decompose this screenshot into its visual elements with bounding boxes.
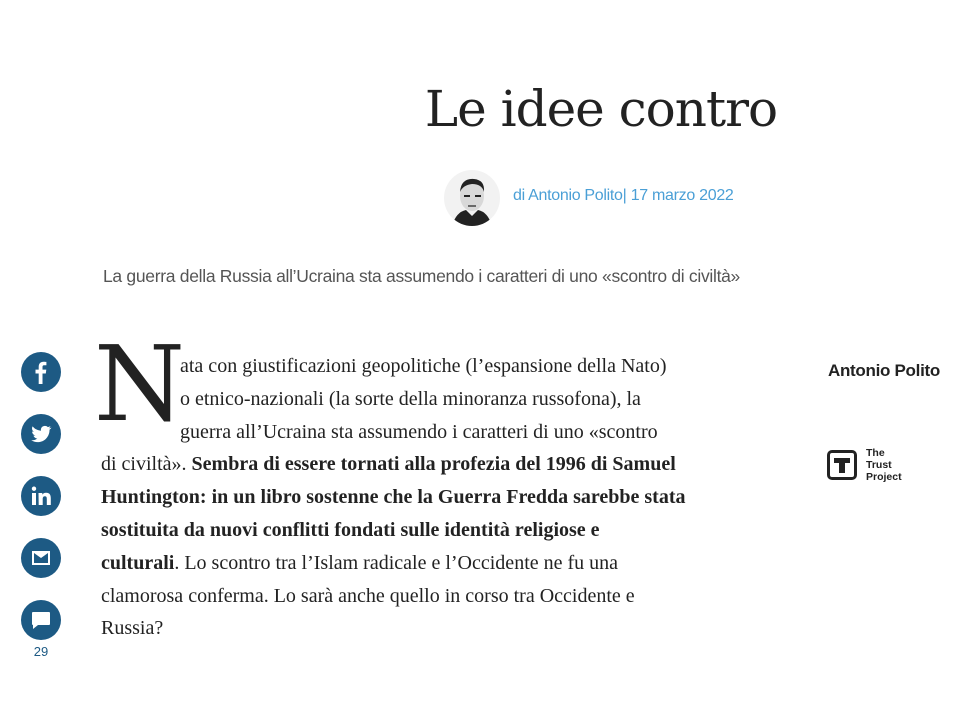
body-text: Russia? <box>101 617 164 640</box>
share-linkedin-button[interactable] <box>21 476 61 516</box>
body-text: . Lo scontro tra l’Islam radicale e l’Occidente ne fu una <box>174 551 619 574</box>
body-line <box>101 514 686 547</box>
linkedin-icon <box>29 484 53 508</box>
body-line <box>101 481 686 514</box>
body-line <box>101 416 686 449</box>
byline-date: 17 marzo 2022 <box>630 187 734 204</box>
facebook-icon <box>29 360 53 384</box>
share-facebook-button[interactable] <box>21 352 61 392</box>
share-twitter-button[interactable] <box>21 414 61 454</box>
body-text: di civiltà». <box>101 453 192 476</box>
body-line <box>101 448 686 481</box>
trust-project-line: The <box>866 447 885 459</box>
trust-project-text <box>866 447 902 483</box>
share-email-button[interactable] <box>21 538 61 578</box>
body-bold-text: culturali <box>101 551 175 574</box>
body-bold-text: Sembra di essere tornati alla profezia del 1996 di Samuel <box>191 453 676 476</box>
trust-project-line: Trust <box>866 459 892 471</box>
comment-count[interactable]: 29 <box>33 644 49 659</box>
comments-button[interactable] <box>21 600 61 640</box>
byline <box>513 187 734 205</box>
byline-prefix: di <box>513 187 525 204</box>
trust-project-logo-icon <box>827 450 857 480</box>
trust-project-line: Project <box>866 471 902 483</box>
body-text: guerra all’Ucraina sta assumendo i caratteri di uno «scontro <box>180 420 658 443</box>
body-line <box>101 547 686 580</box>
comment-icon <box>29 608 53 632</box>
twitter-icon <box>29 422 53 446</box>
byline-separator: | <box>622 187 627 204</box>
body-bold-text: sostituita da nuovi conflitti fondati sulle identità religiose e <box>101 518 600 541</box>
article-title: Le idee contro <box>424 80 778 138</box>
article-body <box>101 350 686 645</box>
email-icon <box>29 546 53 570</box>
body-text: clamorosa conferma. Lo sarà anche quello in corso tra Occidente e <box>101 584 635 607</box>
drop-cap: N <box>94 323 185 445</box>
sidebar-author-name[interactable]: Antonio Polito <box>828 361 940 380</box>
body-text: ata con giustificazioni geopolitiche (l’espansione della Nato) <box>180 355 667 377</box>
body-bold-text: Huntington: in un libro sostenne che la Guerra Fredda sarebbe stata <box>101 486 686 509</box>
article-subtitle: La guerra della Russia all’Ucraina sta assumendo i caratteri di uno «scontro di civiltà» <box>103 266 740 286</box>
body-line <box>101 383 686 416</box>
trust-project-badge[interactable] <box>827 447 902 483</box>
author-portrait-icon <box>444 170 500 226</box>
body-text: o etnico-nazionali (la sorte della minoranza russofona), la <box>180 387 641 410</box>
author-avatar[interactable] <box>444 170 500 226</box>
body-line <box>101 350 686 383</box>
byline-author-link[interactable]: Antonio Polito <box>528 187 623 204</box>
body-line <box>101 580 686 613</box>
body-line <box>101 612 686 645</box>
